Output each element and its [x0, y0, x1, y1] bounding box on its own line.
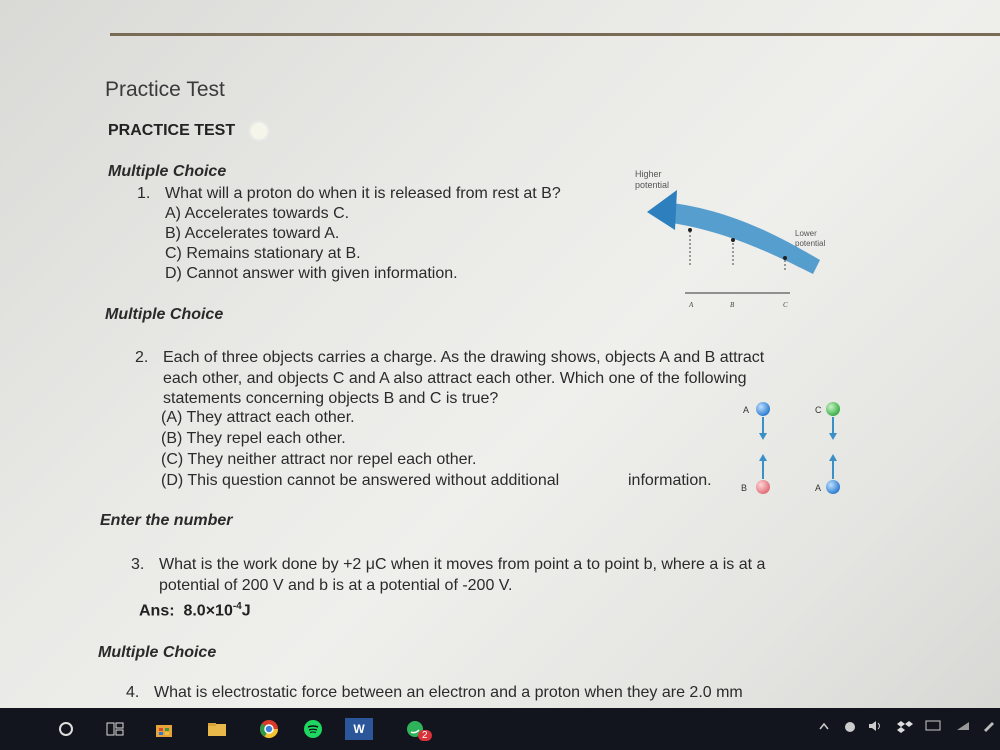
pen-icon[interactable]	[982, 720, 996, 735]
file-explorer-icon[interactable]	[205, 718, 229, 740]
volume-icon[interactable]	[868, 720, 884, 735]
chevron-up-icon[interactable]	[818, 720, 830, 734]
ball-a-bottom	[826, 480, 840, 494]
higher-label-2: potential	[635, 180, 670, 190]
point-c-dot	[783, 256, 787, 260]
charge-label-bottom-right: A	[815, 483, 822, 493]
ball-a-top	[756, 402, 770, 416]
q2-option-c: (C) They neither attract nor repel each other.	[161, 451, 477, 468]
charges-diagram	[735, 395, 850, 500]
q2-option-b: (B) They repel each other.	[161, 430, 346, 447]
question-text: What will a proton do when it is released from rest at B?	[165, 185, 561, 202]
dropbox-icon[interactable]	[897, 720, 913, 737]
question-line-1: What is the work done by +2 μC when it moves from point a to point b, where a is at a	[159, 556, 766, 573]
section-title-3: Enter the number	[100, 512, 233, 529]
question-2	[135, 348, 764, 410]
question-line-2: each other, and objects C and A also attract each other. Which one of the following	[163, 369, 747, 387]
word-app-button[interactable]	[345, 718, 373, 740]
section-title-1: Multiple Choice	[108, 163, 227, 180]
arrow-head	[647, 190, 677, 230]
charge-label-bottom-left: B	[741, 483, 748, 493]
question-number: 1.	[137, 185, 151, 202]
point-c-label: C	[783, 301, 788, 309]
q1-option-b: B) Accelerates toward A.	[165, 225, 340, 242]
question-text: What is electrostatic force between an electron and a proton when they are 2.0 mm	[154, 684, 743, 701]
word-icon-label: W	[353, 722, 365, 736]
answer-label: Ans:	[139, 602, 175, 620]
question-line-2: potential of 200 V and b is at a potential of -200 V.	[159, 576, 513, 594]
answer-unit: J	[241, 602, 251, 620]
q2-option-d: (D) This question cannot be answered without additional	[161, 472, 560, 489]
q2-option-a: (A) They attract each other.	[161, 409, 355, 426]
whatsapp-icon[interactable]	[400, 718, 430, 740]
display-icon[interactable]	[925, 720, 941, 735]
question-4	[126, 683, 743, 704]
point-b-dot	[731, 238, 735, 242]
potential-diagram	[625, 160, 835, 315]
section-title-4: Multiple Choice	[98, 644, 217, 661]
q1-option-a: A) Accelerates towards C.	[165, 205, 350, 222]
question-1	[137, 184, 561, 205]
q2-option-d-tail: information.	[628, 472, 712, 489]
question-number: 3.	[131, 556, 145, 573]
wifi-icon[interactable]	[955, 720, 971, 735]
potential-band	[665, 202, 820, 274]
ball-b	[756, 480, 770, 494]
charge-label-top-right: C	[815, 405, 822, 415]
answer-mantissa: 8.0×10	[183, 602, 233, 620]
q1-option-c: C) Remains stationary at B.	[165, 245, 361, 262]
network-icon[interactable]	[843, 720, 857, 735]
cortana-search-icon[interactable]	[55, 718, 77, 740]
point-a-dot	[688, 228, 692, 232]
notification-badge: 2	[418, 730, 432, 741]
q1-option-d: D) Cannot answer with given information.	[165, 265, 458, 282]
ball-c	[826, 402, 840, 416]
section-title-2: Multiple Choice	[105, 306, 224, 323]
question-line-3: statements concerning objects B and C is true?	[163, 390, 499, 407]
taskbar	[0, 708, 1000, 750]
store-app-icon[interactable]	[152, 718, 176, 740]
point-b-label: B	[730, 301, 735, 309]
question-number: 4.	[126, 684, 140, 701]
question-number: 2.	[135, 349, 149, 366]
higher-label-1: Higher	[635, 169, 662, 179]
document-title: Practice Test	[105, 78, 225, 101]
test-heading: PRACTICE TEST	[108, 122, 236, 139]
answer-exponent: -4	[232, 601, 242, 612]
chrome-icon[interactable]	[256, 718, 282, 740]
charge-label-top-left: A	[743, 405, 750, 415]
point-a-label: A	[689, 301, 694, 309]
text-cursor	[251, 123, 267, 139]
task-view-icon[interactable]	[104, 718, 126, 740]
lower-label-2: potential	[795, 239, 826, 248]
header-divider	[110, 33, 1000, 36]
question-line-1: Each of three objects carries a charge. As the drawing shows, objects A and B attract	[163, 349, 765, 366]
lower-label-1: Lower	[795, 229, 817, 238]
question-3	[131, 555, 765, 596]
answer-line	[139, 601, 251, 620]
spotify-icon[interactable]	[300, 718, 326, 740]
